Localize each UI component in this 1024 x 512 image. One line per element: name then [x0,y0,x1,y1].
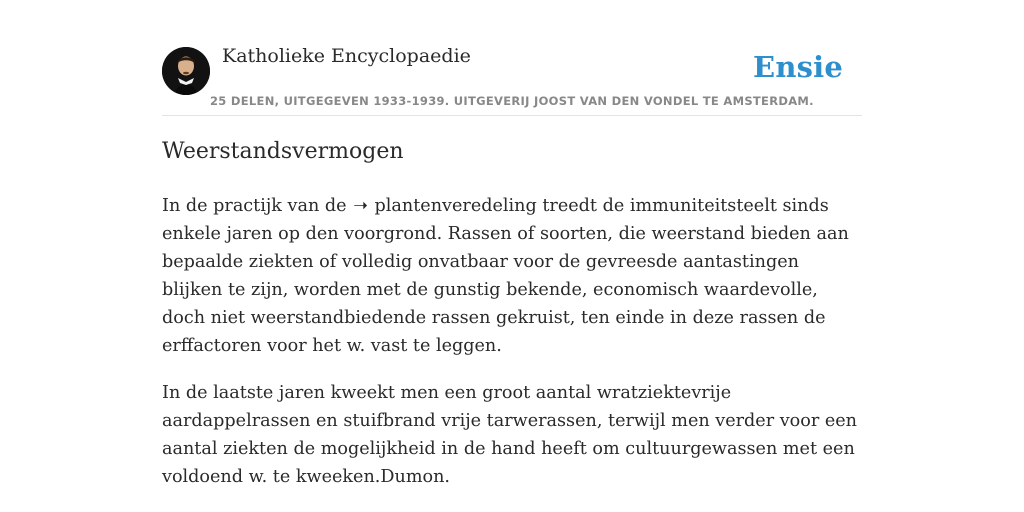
encyclopedia-title[interactable]: Katholieke Encyclopaedie [222,45,471,67]
header-divider [162,115,862,116]
article-paragraph-1 [162,192,864,360]
cross-reference-arrow-icon[interactable]: ➝ [353,196,368,216]
article-title: Weerstandsvermogen [162,139,404,164]
article-paragraph-2: In de laatste jaren kweekt men een groot aantal wratziektevrije aardappelrassen en stuifbrand vrije tarwerassen, terwijl men verder voor een aantal ziekten de mogelijkheid in de hand heeft om cultuurgewassen met een voldoend w. te kweeken.Dumon. [162,383,858,487]
avatar [162,47,210,95]
article-body [162,192,864,510]
paragraph-text: plantenveredeling treedt de immuniteitsteelt sinds enkele jaren op den voorgrond. Rassen of soorten, die weerstand bieden aan bepaalde ziekten of volledig onvatbaar voor de gevreesde aantastingen blijken te zijn, worden met de gunstig bekende, economisch waardevolle, doch niet weerstandbiedende rassen gekruist, ten einde in deze rassen de erffactoren voor het w. vast te leggen. [162,196,849,356]
publication-info: 25 DELEN, UITGEGEVEN 1933-1939. UITGEVERIJ JOOST VAN DEN VONDEL TE AMSTERDAM. [210,94,814,108]
portrait-icon [162,47,210,95]
ensie-logo-link[interactable]: Ensie [753,50,843,84]
paragraph-text: In de practijk van de [162,196,353,216]
